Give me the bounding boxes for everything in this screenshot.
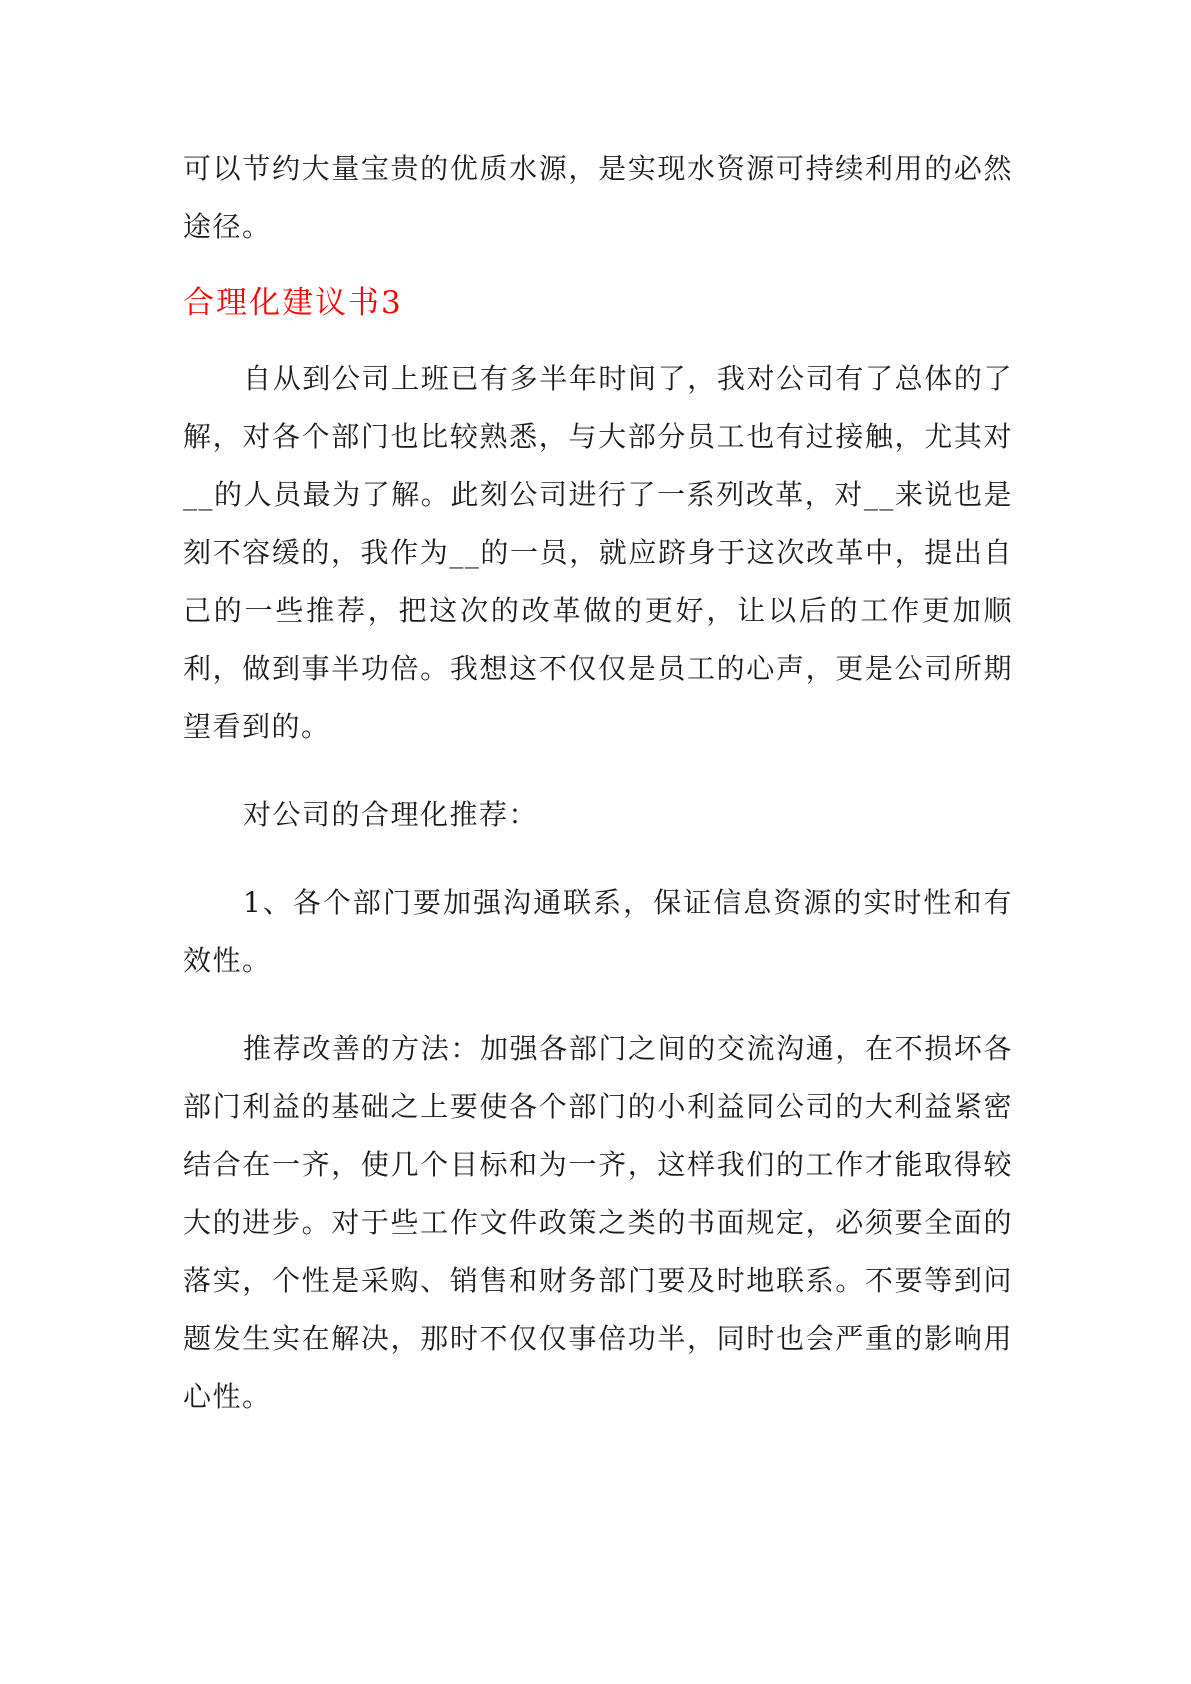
body-paragraph: 自从到公司上班已有多半年时间了，我对公司有了总体的了解，对各个部门也比较熟悉，与大部分员工也有过接触，尤其对__的人员最为了解。此刻公司进行了一系列改革，对__来说也是刻不容缓的，我作为__的一员，就应跻身于这次改革中，提出自己的一些推荐，把这次的改革做的更好，让以后的工作更加顺利，做到事半功倍。我想这不仅仅是员工的心声，更是公司所期望看到的。 [183, 362, 1013, 743]
section-heading: 合理化建议书3 [183, 285, 403, 321]
text-column [183, 140, 1013, 1426]
spacer [183, 332, 1013, 350]
spacer [183, 756, 1013, 786]
continuation-paragraph: 可以节约大量宝贵的优质水源，是实现水资源可持续利用的必然途径。 [183, 152, 1013, 243]
spacer [183, 990, 1013, 1020]
spacer [183, 256, 1013, 274]
spacer [183, 844, 1013, 874]
body-paragraph: 1、各个部门要加强沟通联系，保证信息资源的实时性和有效性。 [183, 886, 1013, 977]
body-paragraph: 对公司的合理化推荐： [243, 798, 539, 831]
body-paragraph: 推荐改善的方法：加强各部门之间的交流沟通，在不损坏各部门利益的基础之上要使各个部门的小利益同公司的大利益紧密结合在一齐，使几个目标和为一齐，这样我们的工作才能取得较大的进步。对于些工作文件政策之类的书面规定，必须要全面的落实，个性是采购、销售和财务部门要及时地联系。不要等到问题发生实在解决，那时不仅仅事倍功半，同时也会严重的影响用心性。 [183, 1032, 1013, 1413]
